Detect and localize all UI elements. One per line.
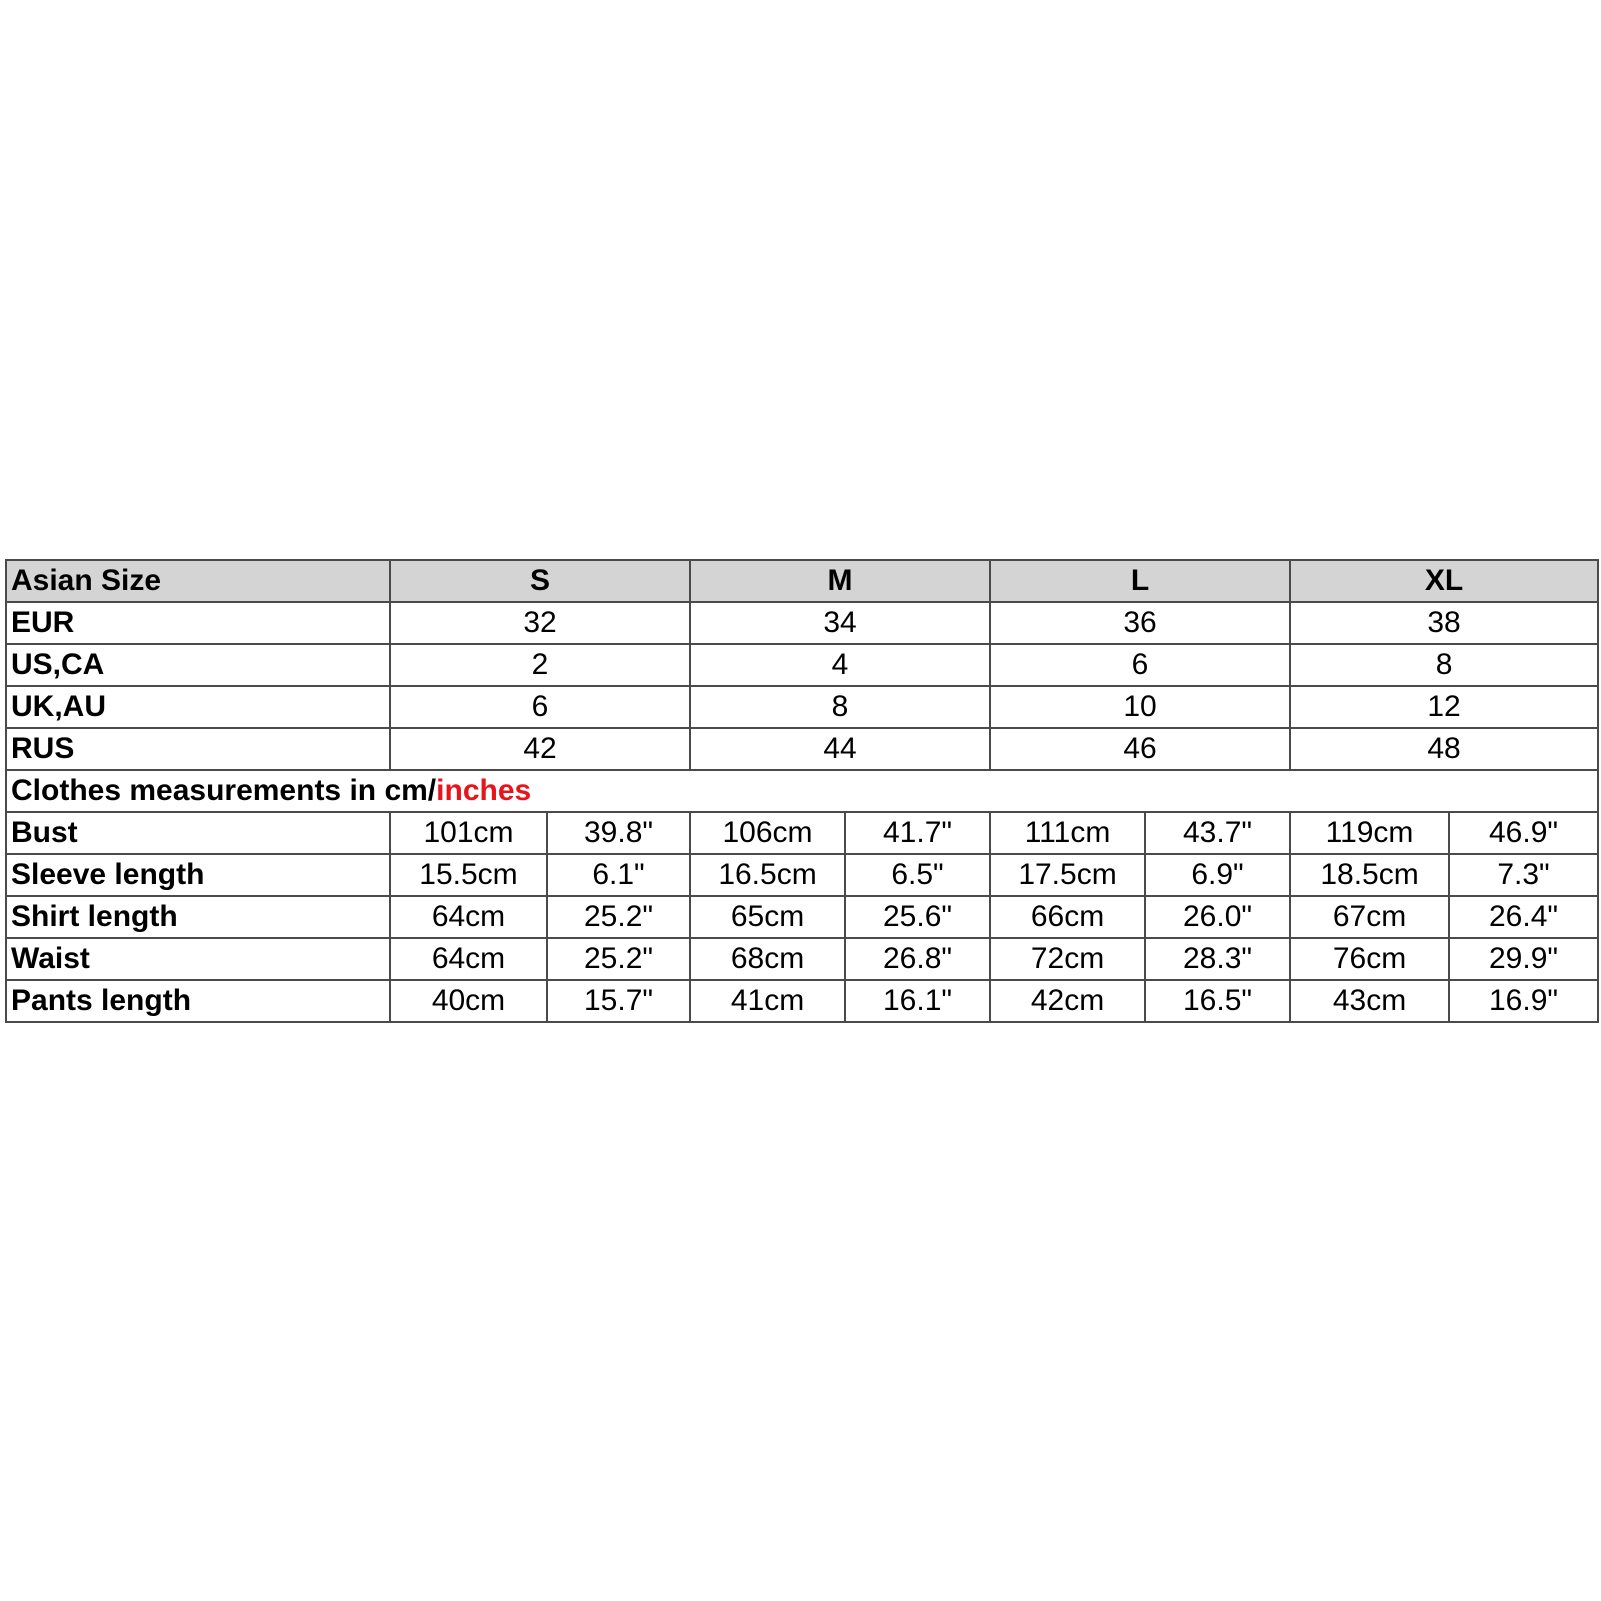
cm-cell: 40cm (390, 980, 547, 1022)
inch-cell: 26.4" (1449, 896, 1598, 938)
row-label: Sleeve length (6, 854, 390, 896)
cm-cell: 67cm (1290, 896, 1449, 938)
cm-cell: 18.5cm (1290, 854, 1449, 896)
inch-cell: 43.7" (1145, 812, 1290, 854)
header-row (6, 560, 1598, 602)
inch-cell: 6.1" (547, 854, 690, 896)
table-cell: 6 (990, 644, 1290, 686)
inch-cell: 15.7" (547, 980, 690, 1022)
inch-cell: 46.9" (1449, 812, 1598, 854)
cm-cell: 64cm (390, 896, 547, 938)
table-cell: 8 (690, 686, 990, 728)
size-header-l: L (990, 560, 1290, 602)
inch-cell: 26.0" (1145, 896, 1290, 938)
table-cell: 44 (690, 728, 990, 770)
table-cell: 36 (990, 602, 1290, 644)
table-cell: 6 (390, 686, 690, 728)
cm-cell: 68cm (690, 938, 845, 980)
measurement-row-shirt-length (6, 896, 1598, 938)
inch-cell: 39.8" (547, 812, 690, 854)
size-header-xl: XL (1290, 560, 1598, 602)
cm-cell: 72cm (990, 938, 1145, 980)
size-chart-table (5, 559, 1599, 1023)
table-cell: 2 (390, 644, 690, 686)
inch-cell: 25.2" (547, 938, 690, 980)
conversion-row-eur (6, 602, 1598, 644)
inch-cell: 16.1" (845, 980, 990, 1022)
table-cell: 42 (390, 728, 690, 770)
conversion-row-uk-au (6, 686, 1598, 728)
inch-cell: 41.7" (845, 812, 990, 854)
row-label: UK,AU (6, 686, 390, 728)
table-cell: 38 (1290, 602, 1598, 644)
cm-cell: 17.5cm (990, 854, 1145, 896)
header-label: Asian Size (6, 560, 390, 602)
measurement-row-waist (6, 938, 1598, 980)
row-label: Shirt length (6, 896, 390, 938)
table-cell: 4 (690, 644, 990, 686)
conversion-row-rus (6, 728, 1598, 770)
section-accent: inches (436, 774, 532, 807)
measurement-row-bust (6, 812, 1598, 854)
section-heading (6, 770, 1598, 812)
section-row (6, 770, 1598, 812)
cm-cell: 64cm (390, 938, 547, 980)
row-label: Waist (6, 938, 390, 980)
inch-cell: 25.2" (547, 896, 690, 938)
cm-cell: 76cm (1290, 938, 1449, 980)
inch-cell: 6.9" (1145, 854, 1290, 896)
conversion-row-us-ca (6, 644, 1598, 686)
cm-cell: 119cm (1290, 812, 1449, 854)
cm-cell: 41cm (690, 980, 845, 1022)
table-cell: 48 (1290, 728, 1598, 770)
table-cell: 10 (990, 686, 1290, 728)
cm-cell: 16.5cm (690, 854, 845, 896)
section-prefix: Clothes measurements in cm/ (11, 774, 437, 807)
table-cell: 46 (990, 728, 1290, 770)
row-label: US,CA (6, 644, 390, 686)
cm-cell: 43cm (1290, 980, 1449, 1022)
table-cell: 12 (1290, 686, 1598, 728)
inch-cell: 26.8" (845, 938, 990, 980)
inch-cell: 6.5" (845, 854, 990, 896)
cm-cell: 65cm (690, 896, 845, 938)
cm-cell: 106cm (690, 812, 845, 854)
cm-cell: 15.5cm (390, 854, 547, 896)
inch-cell: 7.3" (1449, 854, 1598, 896)
cm-cell: 66cm (990, 896, 1145, 938)
cm-cell: 101cm (390, 812, 547, 854)
inch-cell: 28.3" (1145, 938, 1290, 980)
cm-cell: 111cm (990, 812, 1145, 854)
table-cell: 8 (1290, 644, 1598, 686)
inch-cell: 25.6" (845, 896, 990, 938)
row-label: Bust (6, 812, 390, 854)
size-header-m: M (690, 560, 990, 602)
row-label: EUR (6, 602, 390, 644)
measurement-row-pants-length (6, 980, 1598, 1022)
size-header-s: S (390, 560, 690, 602)
table-cell: 32 (390, 602, 690, 644)
inch-cell: 16.9" (1449, 980, 1598, 1022)
row-label: RUS (6, 728, 390, 770)
inch-cell: 29.9" (1449, 938, 1598, 980)
inch-cell: 16.5" (1145, 980, 1290, 1022)
table-cell: 34 (690, 602, 990, 644)
row-label: Pants length (6, 980, 390, 1022)
cm-cell: 42cm (990, 980, 1145, 1022)
measurement-row-sleeve-length (6, 854, 1598, 896)
